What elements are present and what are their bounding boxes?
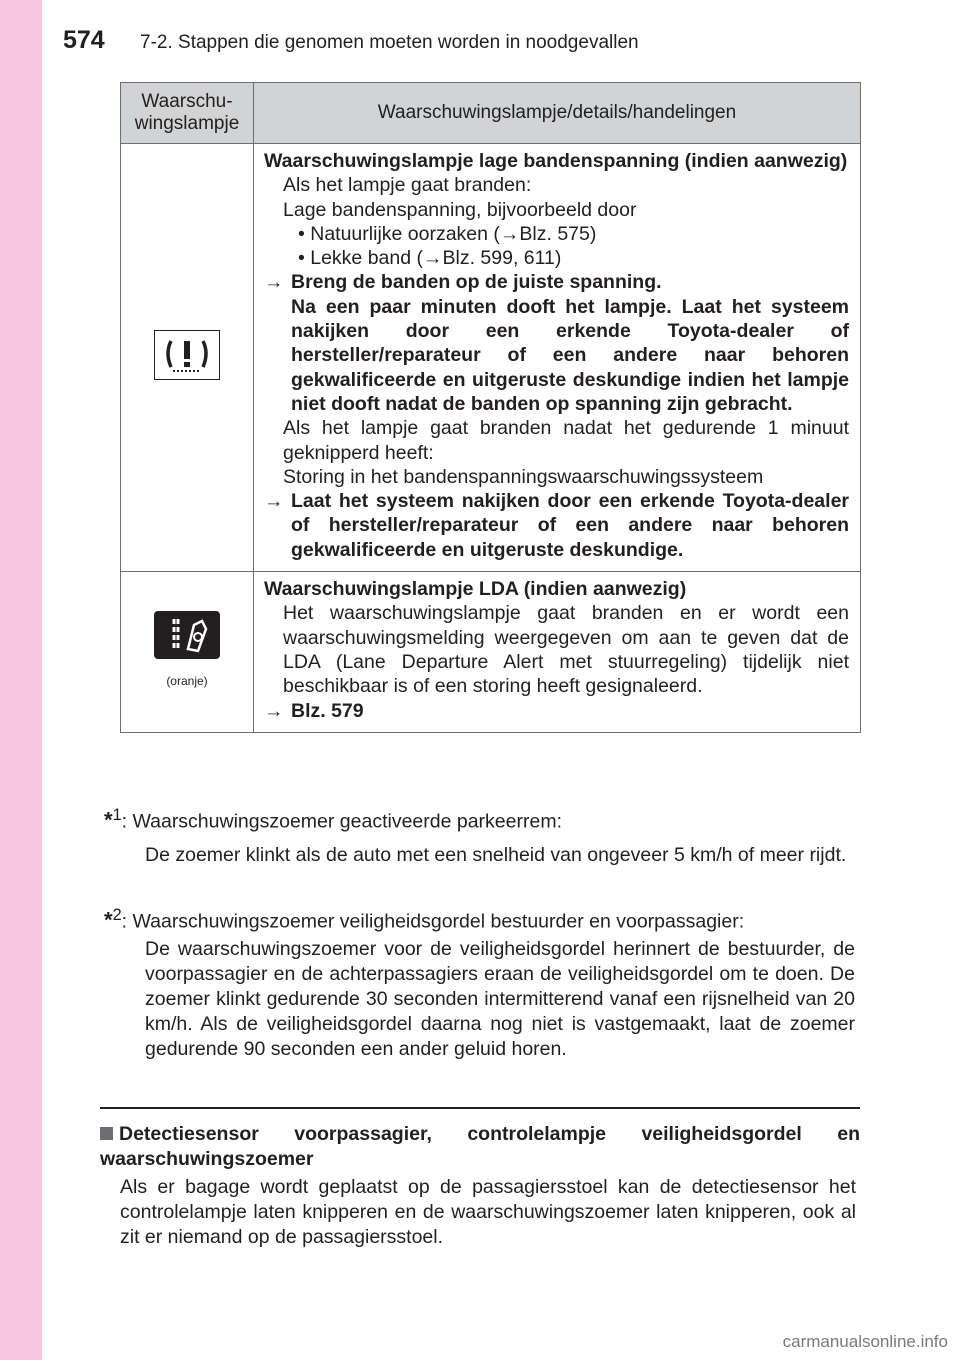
footnote-title: : Waarschuwingszoemer veiligheidsgordel bestuurder en voorpassagier: [121, 910, 745, 933]
section-divider [100, 1107, 860, 1109]
footnote-1-body: De zoemer klinkt als de auto met een snelheid van ongeveer 5 km/h of meer rijdt. [145, 844, 847, 866]
footnote-number: 1 [112, 806, 122, 824]
warning-light-table [120, 82, 861, 733]
row-title: Waarschuwingslampje LDA (indien aanwezig) [264, 578, 687, 601]
list-item: • Natuurlijke oorzaken (→Blz. 575) [298, 222, 597, 245]
header-col-light: Waarschu- wingslampje [121, 83, 254, 144]
lda-warning-icon [154, 611, 220, 659]
footnote-title: : Waarschuwingszoemer geactiveerde parkeerrem: [121, 810, 562, 833]
arrow-icon: → [264, 490, 284, 513]
footnote-1 [104, 803, 562, 834]
chapter-sidebar [0, 0, 42, 1360]
footnote-2-body: De waarschuwingszoemer voor de veiligheidsgordel herinnert de bestuurder, de voorpassagier en de achterpassagiers eraan de veiligheidsgordel om te doen. De zoemer klinkt gedurende 30 seconden intermitterend vanaf een rijsnelheid van 20 km/h. Als de veiligheidsgordel daarna nog niet is vastgemaakt, laat de zoemer gedurende 90 seconden een ander geluid horen. [145, 938, 855, 1060]
tire-pressure-warning-icon [154, 330, 220, 380]
footnote-star: * [104, 907, 113, 933]
page-number: 574 [63, 26, 105, 54]
arrow-icon: → [264, 271, 284, 294]
section-title [100, 1122, 860, 1172]
arrow-icon: → [264, 699, 284, 722]
section-header: 7-2. Stappen die genomen moeten worden in noodgevallen [140, 32, 639, 53]
description-text: Het waarschuwingslampje gaat branden en er wordt een waarschuwingsmelding weergegeven om aan te geven dat de LDA (Lane Departure Alert met stuurregeling) tijdelijk niet beschikbaar is of een storing heeft gesignaleerd. [283, 602, 849, 698]
page-reference: Blz. 579 [291, 699, 364, 722]
details-cell [254, 144, 861, 572]
details-cell [254, 572, 861, 733]
action-block [264, 270, 849, 416]
condition-text: Als het lampje gaat branden nadat het gedurende 1 minuut geknipperd heeft: [283, 417, 849, 464]
icon-caption: (oranje) [166, 673, 208, 688]
table-row [121, 144, 861, 572]
footnote-number: 2 [112, 906, 122, 924]
icon-cell [121, 572, 254, 733]
action-block [264, 489, 849, 562]
square-bullet-icon [100, 1127, 113, 1140]
section-body: Als er bagage wordt geplaatst op de passagiersstoel kan de detectiesensor het controlelampje laten knipperen en de waarschuwingszoemer laten knipperen, ook al zit er niemand op de passagiersstoel. [120, 1176, 856, 1248]
action-text: Laat het systeem nakijken door een erkende Toyota-dealer of hersteller/reparateur of een andere naar behoren gekwalificeerde en uitgeruste deskundige. [291, 490, 849, 561]
icon-cell [121, 144, 254, 572]
header-col-details: Waarschuwingslampje/details/handelingen [254, 83, 861, 144]
row-title: Waarschuwingslampje lage bandenspanning (indien aanwezig) [264, 150, 848, 172]
condition-text: Als het lampje gaat branden: [283, 174, 532, 197]
list-item: • Lekke band (→Blz. 599, 611) [298, 247, 562, 270]
action-text: Breng de banden op de juiste spanning. [291, 271, 662, 294]
footnote-2 [104, 903, 744, 934]
cause-text: Lage bandenspanning, bijvoorbeeld door [283, 198, 637, 221]
section-title-text: Detectiesensor voorpassagier, controlelampje veiligheidsgordel en waarschuwingszoemer [100, 1123, 860, 1170]
action-block [264, 699, 849, 723]
footnote-star: * [104, 807, 113, 833]
cause-text: Storing in het bandenspanningswaarschuwingssysteem [283, 465, 764, 488]
watermark: carmanualsonline.info [782, 1332, 948, 1351]
table-row [121, 572, 861, 733]
table-header-row [121, 83, 861, 144]
action-detail: Na een paar minuten dooft het lampje. Laat het systeem nakijken door een erkende Toyota-dealer of hersteller/reparateur of een andere naar behoren gekwalificeerde en uitgeruste deskundige indien het lampje niet dooft nadat de banden op spanning zijn gebracht. [291, 295, 849, 415]
